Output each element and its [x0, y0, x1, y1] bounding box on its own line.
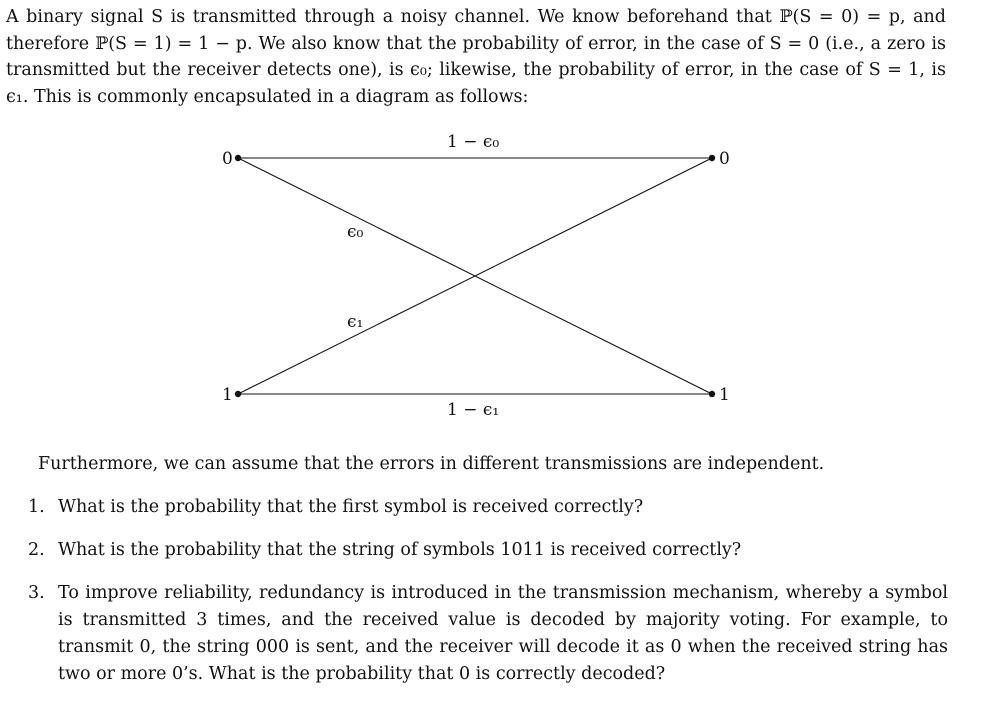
- label-right-top: 0: [719, 149, 730, 169]
- furthermore-paragraph: Furthermore, we can assume that the errors in different transmissions are independent.: [38, 454, 825, 474]
- question-number: 1.: [28, 497, 45, 517]
- question-item: [28, 537, 948, 564]
- question-text: What is the probability that the first symbol is received correctly?: [58, 497, 644, 517]
- label-right-bottom: 1: [719, 385, 730, 405]
- label-left-top: 0: [222, 149, 233, 169]
- node-right-bottom: [709, 391, 715, 397]
- label-left-bottom: 1: [222, 385, 233, 405]
- label-bottom-edge: 1 − ϵ₁: [447, 400, 500, 420]
- intro-paragraph: A binary signal S is transmitted through a noisy channel. We know beforehand that ℙ(S = 0) = p, and therefore ℙ(S = 1) = 1 − p. We also know that the probability of error, in the case of S = 0 (i.e., a zero is transmitted but the receiver detects one), is ϵ₀; likewise, the probability of error, in the case of S = 1, is ϵ₁. This is commonly encapsulated in a diagram as follows:: [6, 7, 946, 107]
- node-left-bottom: [235, 391, 241, 397]
- node-left-top: [235, 155, 241, 161]
- question-text: What is the probability that the string of symbols 1011 is received correctly?: [58, 540, 742, 560]
- question-number: 3.: [28, 583, 45, 603]
- question-number: 2.: [28, 540, 45, 560]
- node-right-top: [709, 155, 715, 161]
- question-item: [28, 494, 948, 521]
- label-cross-down: ϵ₀: [347, 222, 364, 242]
- label-cross-up: ϵ₁: [347, 312, 364, 332]
- question-list: [28, 494, 948, 704]
- question-item: [28, 580, 948, 688]
- question-text: To improve reliability, redundancy is introduced in the transmission mechanism, whereby a symbol is transmitted 3 times, and the received value is decoded by majority voting. For example, to transmit 0, the string 000 is sent, and the receiver will decode it as 0 when the received string has two or more 0’s. What is the probability that 0 is correctly decoded?: [58, 583, 948, 684]
- label-top-edge: 1 − ϵ₀: [447, 132, 500, 152]
